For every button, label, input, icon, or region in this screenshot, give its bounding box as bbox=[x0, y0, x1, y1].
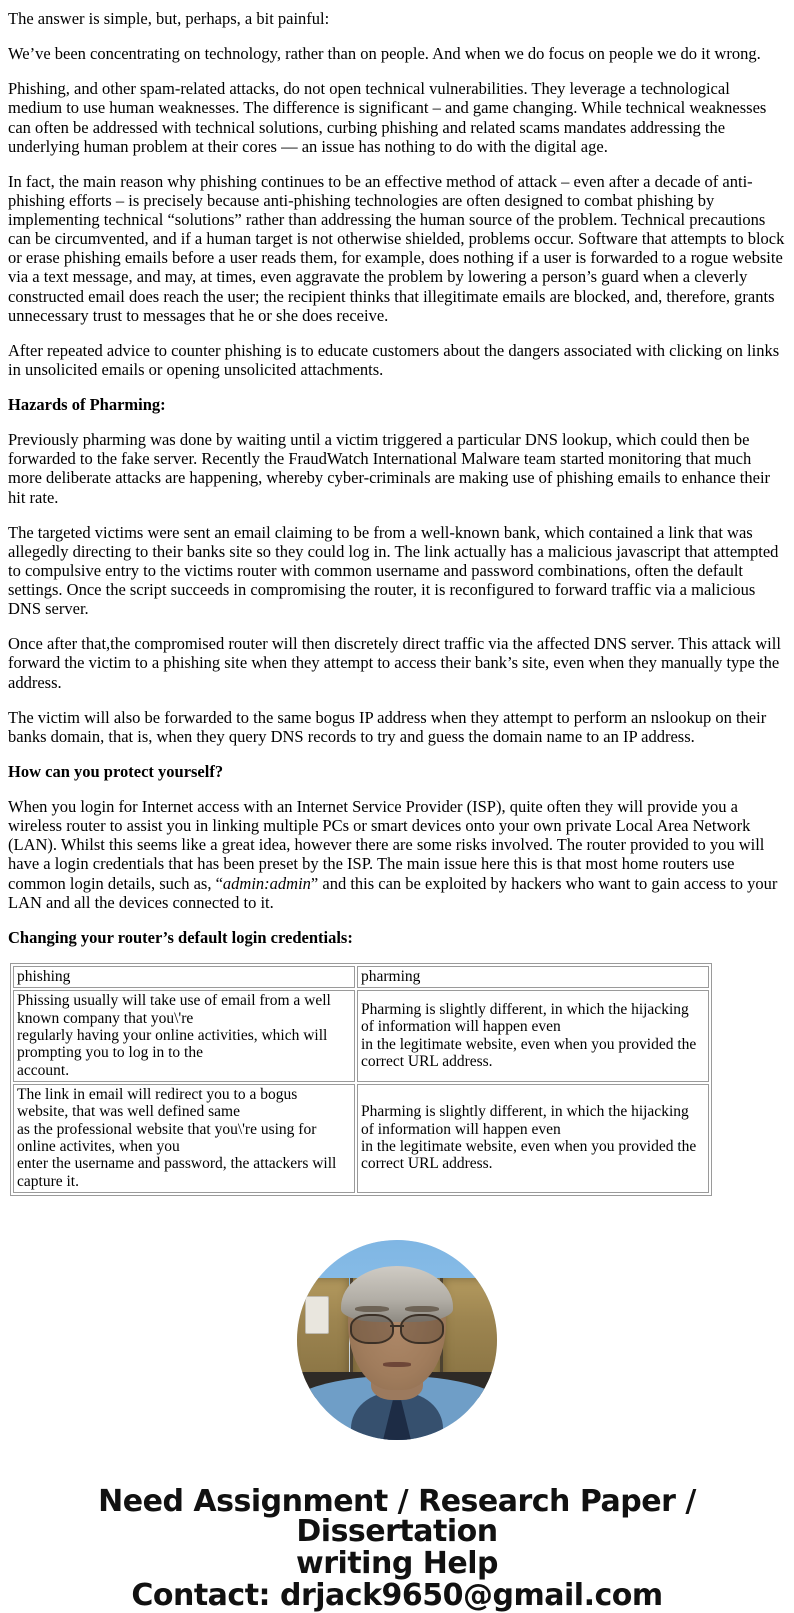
promo-block bbox=[8, 1486, 786, 1612]
table-cell-pharming-description-2: Pharming is slightly different, in which the hijacking of information will happen even in the legitimate website, even when you provided the correct URL address. bbox=[357, 1084, 709, 1193]
paragraph-phishing-attacks: Phishing, and other spam-related attacks, do not open technical vulnerabilities. They leverage a technological medium to use human weaknesses. The difference is significant – and game changing. While technical weaknesses can often be addressed with technical solutions, curbing phishing and related scams mandates addressing the underlying human problem at their cores — an issue has nothing to do with the digital age. bbox=[8, 79, 767, 156]
photo-lens-left bbox=[350, 1314, 394, 1344]
paragraph-targeted-victims: The targeted victims were sent an email claiming to be from a well-known bank, which contained a link that was allegedly directing to their banks site so they could log in. The link actually has a malicious javascript that attempted to compulsive entry to the victims router with common username and password combinations, often the default settings. Once the script succeeds in compromising the router, it is reconfigured to forward traffic via a malicious DNS server. bbox=[8, 522, 779, 619]
promo-line-3: Contact: drjack9650@gmail.com bbox=[131, 1578, 663, 1613]
paragraph-technology-focus: We’ve been concentrating on technology, rather than on people. And when we do focus on people we do it wrong. bbox=[8, 44, 761, 64]
paragraph-main-reason: In fact, the main reason why phishing continues to be an effective method of attack – even after a decade of anti-phishing efforts – is precisely because anti-phishing technologies are often designed to combat phishing by implementing technical “solutions” rather than addressing the human source of the problem. Technical precautions can be circumvented, and if a human target is not otherwise shielded, problems occur. Software that attempts to block or erase phishing emails before a user reads them, for example, does nothing if a user is forwarded to a rogue website via a text message, and may, at times, even aggravate the problem by lowering a person’s guard when a cleverly constructed email does reach the user; the recipient thinks that illegitimate emails are blocked, and, therefore, grants unnecessary trust to messages that he or she does receive. bbox=[8, 171, 785, 325]
paragraph-isp-router-credentials bbox=[8, 797, 786, 912]
paragraph-previously-pharming: Previously pharming was done by waiting until a victim triggered a particular DNS lookup, which could then be forwarded to the fake server. Recently the FraudWatch International Malware team started monitoring that much more deliberate attacks are happening, whereby cyber-criminals are making use of phishing emails to enhance their hit rate. bbox=[8, 430, 771, 507]
paragraph-compromised-router: Once after that,the compromised router will then discretely direct traffic via the affected DNS server. This attack will forward the victim to a phishing site when they attempt to access their bank’s site, even when they manually type the address. bbox=[8, 634, 781, 692]
avatar bbox=[297, 1240, 497, 1440]
table-cell-phishing-description-1: Phissing usually will take use of email from a well known company that you\'re regularly having your online activities, which will prompting you to log in to the account. bbox=[13, 990, 355, 1082]
table-header-row bbox=[13, 966, 709, 988]
photo-wall-panel-right bbox=[443, 1278, 497, 1382]
heading-hazards-of-pharming: Hazards of Pharming: bbox=[8, 395, 166, 414]
avatar-container bbox=[8, 1240, 786, 1440]
promo-line-1: Need Assignment / Research Paper / Dissertation bbox=[98, 1484, 696, 1550]
heading-changing-default-login-credentials: Changing your router’s default login credentials: bbox=[8, 927, 353, 947]
table-row bbox=[13, 990, 709, 1082]
table-cell-pharming-description-1: Pharming is slightly different, in which the hijacking of information will happen even in the legitimate website, even when you provided the correct URL address. bbox=[357, 990, 709, 1082]
photo-lens-right bbox=[400, 1314, 444, 1344]
heading-how-can-you-protect-yourself: How can you protect yourself? bbox=[8, 761, 224, 781]
table-header-pharming: pharming bbox=[357, 966, 709, 988]
paragraph-protect-part-b: ” and this can be exploited by hackers who want to gain access to your LAN and all the devices connected to it. bbox=[8, 873, 778, 912]
table-cell-phishing-description-2: The link in email will redirect you to a bogus website, that was well defined same as the professional website that you\'re using for online activites, when you enter the username and password, the attackers will capture it. bbox=[13, 1084, 355, 1193]
photo-light-switch bbox=[305, 1296, 329, 1334]
table-header-phishing: phishing bbox=[13, 966, 355, 988]
table-row bbox=[13, 1084, 709, 1193]
paragraph-protect-part-a: When you login for Internet access with an Internet Service Provider (ISP), quite often they will provide you a wireless router to assist you in linking multiple PCs or smart devices onto your own private Local Area Network (LAN). Whilst this seems like a great idea, however there are some risks involved. The router provided to you will have a login credentials that has been preset by the ISP. The main issue here this is that most home routers use common login details, such as, “ bbox=[8, 797, 765, 893]
admin-credentials-emphasis: admin:admin bbox=[222, 873, 311, 893]
photo-eyebrow-left bbox=[355, 1306, 389, 1312]
promo-line-2: writing Help bbox=[296, 1546, 498, 1582]
document-page bbox=[0, 9, 794, 1612]
phishing-vs-pharming-table bbox=[10, 963, 712, 1196]
photo-eyebrow-right bbox=[405, 1306, 439, 1312]
photo-lens-bridge bbox=[390, 1325, 403, 1327]
paragraph-repeated-advice: After repeated advice to counter phishing is to educate customers about the dangers associated with clicking on links in unsolicited emails or opening unsolicited attachments. bbox=[8, 340, 780, 379]
paragraph-answer: The answer is simple, but, perhaps, a bit painful: bbox=[8, 9, 330, 28]
glasses-icon bbox=[350, 1314, 444, 1340]
paragraph-bogus-ip: The victim will also be forwarded to the same bogus IP address when they attempt to perform an nslookup on their banks domain, that is, when they query DNS records to try and guess the domain name to an IP address. bbox=[8, 707, 767, 746]
